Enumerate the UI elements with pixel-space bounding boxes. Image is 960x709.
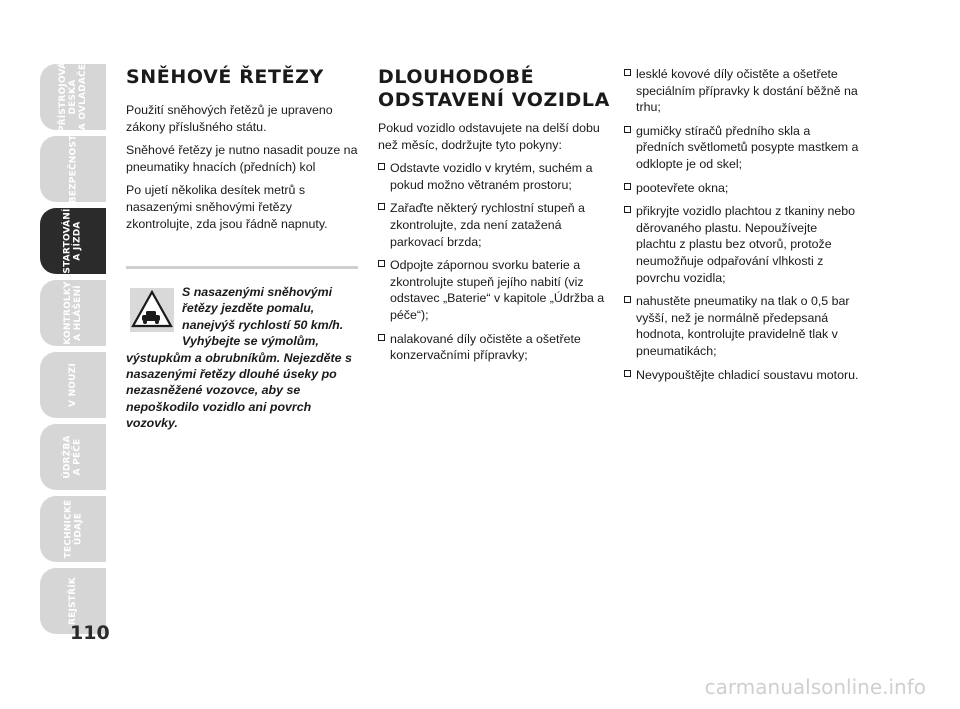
long-storage-section [378, 66, 610, 371]
list-item [624, 293, 860, 359]
tab-kontrolky[interactable] [40, 280, 106, 346]
tab-v-nouzi[interactable] [40, 352, 106, 418]
list-item [378, 331, 610, 364]
tab-pristrojova-deska[interactable] [40, 61, 106, 133]
tab-label: BEZPEČNOST [68, 134, 78, 204]
list-item-text: Nevypouštějte chladicí soustavu motoru. [636, 367, 859, 382]
snow-chains-section [126, 66, 358, 239]
long-storage-continued [624, 66, 860, 390]
tab-technicke-udaje[interactable] [40, 496, 106, 562]
list-item-text: gumičky stíračů předního skla a předních světlometů posypte mastkem a odklopte je od skel; [636, 123, 859, 171]
tab-label: ÚDRŽBA A PÉČE [62, 435, 83, 479]
list-item-text: přikryjte vozidlo plachtou z tkaniny nebo děrovaného plastu. Nepoužívejte plachtu z plastu bez otvorů, protože neumožňuje odpařování vlhkosti z povrchu vozidla; [636, 204, 856, 285]
warning-triangle-icon [130, 288, 174, 332]
list-item-text: Odstavte vozidlo v krytém, suchém a pokud možno větraném prostoru; [390, 161, 593, 192]
chapter-tabs [40, 61, 106, 640]
list-item [378, 257, 610, 323]
checkbox-bullet-icon [624, 126, 631, 133]
checkbox-bullet-icon [624, 183, 631, 190]
checkbox-bullet-icon [378, 334, 385, 341]
list-item [624, 66, 860, 116]
paragraph: Použití sněhových řetězů je upraveno zákony příslušného státu. [126, 103, 333, 134]
list-item [624, 123, 860, 173]
list-item [378, 200, 610, 250]
checkbox-bullet-icon [624, 69, 631, 76]
tab-label: REJSTŘÍK [68, 577, 78, 625]
paragraph: Po ujetí několika desítek metrů s nasazenými sněhovými řetězy zkontrolujte, zda jsou řádně napnuty. [126, 183, 328, 231]
checkbox-bullet-icon [378, 163, 385, 170]
tab-label: PŘÍSTROJOVÁ DESKA A OVLADAČE [58, 61, 89, 133]
list-item [624, 203, 860, 286]
page-number: 110 [70, 622, 110, 644]
list-item-text: Zařaďte některý rychlostní stupeň a zkontrolujte, zda není zatažená parkovací brzda; [390, 201, 585, 249]
list-item [624, 180, 860, 197]
paragraph: Sněhové řetězy je nutno nasadit pouze na pneumatiky hnacích (předních) kol [126, 143, 358, 174]
intro-paragraph: Pokud vozidlo odstavujete na delší dobu než měsíc, dodržujte tyto pokyny: [378, 121, 600, 152]
list-item-text: nahustěte pneumatiky na tlak o 0,5 bar vyšší, než je normálně předepsaná hodnota, kontrolujte pravidelně tlak v pneumatikách; [636, 294, 850, 358]
tab-udrzba[interactable] [40, 424, 106, 490]
watermark: carmanualsonline.info [704, 675, 926, 699]
list-item-text: nalakované díly očistěte a ošetřete konzervačními přípravky; [390, 331, 581, 363]
list-item-text: lesklé kovové díly očistěte a ošetřete speciálním přípravky k dostání běžně na trhu; [636, 67, 858, 115]
warning-box [126, 266, 358, 432]
section-title: SNĚHOVÉ ŘETĚZY [126, 66, 324, 88]
tab-bezpecnost[interactable] [40, 136, 106, 202]
list-item [624, 367, 860, 384]
checkbox-bullet-icon [624, 370, 631, 377]
checkbox-bullet-icon [624, 206, 631, 213]
checkbox-bullet-icon [624, 296, 631, 303]
list-item-text: pootevřete okna; [636, 180, 729, 195]
tab-startovani-a-jizda[interactable] [40, 208, 106, 274]
checkbox-bullet-icon [378, 260, 385, 267]
tab-label: KONTROLKY A HLÁŠENÍ [63, 281, 83, 345]
list-item [378, 160, 610, 193]
checkbox-bullet-icon [378, 203, 385, 210]
warning-text: S nasazenými sněhovými řetězy jezděte pomalu, nanejvýš rychlostí 50 km/h. Vyhýbejte se výmolům, výstupkům a obrubníkům. Nejezděte s nasazenými řetězy dlouhé úseky po nezasněžené vozovce, aby se nepoškodilo vozidlo ani povrch vozovky. [126, 285, 352, 431]
tab-label: TECHNICKÉ ÚDAJE [63, 499, 83, 559]
tab-label: STARTOVÁNÍ A JÍZDA [62, 208, 83, 274]
section-title: DLOUHODOBÉ ODSTAVENÍ VOZIDLA [378, 66, 610, 111]
tab-label: V NOUZI [68, 363, 78, 407]
list-item-text: Odpojte zápornou svorku baterie a zkontrolujte stupeň jejího nabití (viz odstavec „Baterie“ v kapitole „Údržba a péče“); [390, 258, 605, 322]
